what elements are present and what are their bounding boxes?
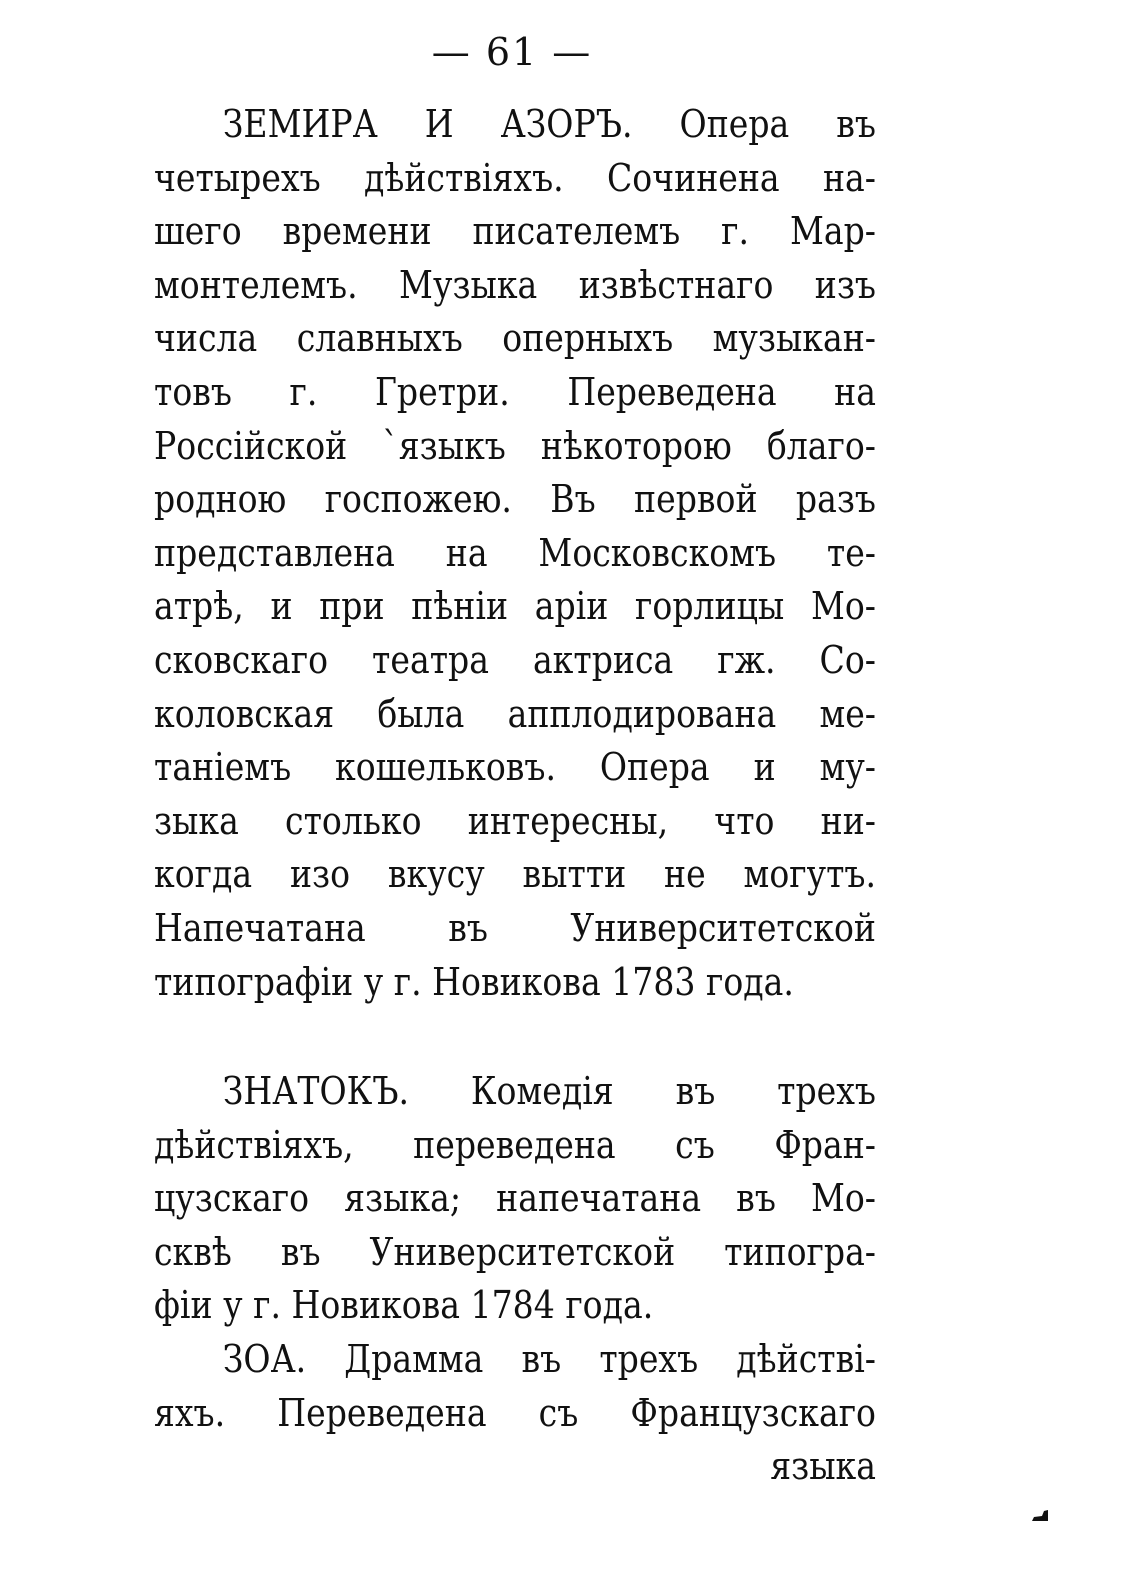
text-line: коловская была апплодирована ме- [154, 691, 876, 737]
text-line: Напечатана въ Университетской [154, 905, 876, 951]
text-line: товъ г. Гретри. Переведена на [154, 369, 876, 415]
paragraph-gap [154, 1009, 876, 1065]
text-line: родною госпожею. Въ первой разъ [154, 477, 876, 523]
text-line: сквѣ въ Университетской типогра- [154, 1229, 876, 1275]
text-line: таніемъ кошельковъ. Опера и му- [154, 745, 876, 791]
text-column [154, 98, 876, 1494]
text-line: шего времени писателемъ г. Мар- [154, 209, 876, 255]
text-line: числа славныхъ оперныхъ музыкан- [154, 316, 876, 362]
entry-znatok [154, 1065, 876, 1333]
entry-zemira-i-azor [154, 98, 876, 1009]
text-line: четырехъ дѣйствіяхъ. Сочинена на- [154, 155, 876, 201]
text-line: ЗОА. Драмма въ трехъ дѣйстві- [222, 1337, 876, 1383]
text-line: когда изо вкусу вытти не могутъ. [154, 852, 876, 898]
text-line: фіи у г. Новикова 1784 года. [154, 1283, 654, 1329]
text-line: Россійской `языкъ нѣкоторою благо- [154, 423, 876, 469]
text-line: зыка столько интересны, что ни- [154, 798, 876, 844]
ink-mark-icon [1030, 1508, 1050, 1522]
text-line: цузскаго языка; напечатана въ Мо- [154, 1176, 876, 1222]
text-line: типографіи у г. Новикова 1783 года. [154, 959, 794, 1005]
text-line: ЗНАТОКЪ. Комедія въ трехъ [222, 1069, 876, 1115]
text-line: ЗЕМИРА И АЗОРЪ. Опера въ [222, 102, 876, 147]
page-number: — 61 — [431, 30, 593, 74]
text-line: сковскаго театра актриса гж. Со- [154, 637, 876, 683]
text-line: атрѣ, и при пѣніи аріи горлицы Мо- [154, 584, 876, 630]
text-line: яхъ. Переведена съ Французскаго [154, 1390, 876, 1436]
text-line: дѣйствіяхъ, переведена съ Фран- [154, 1122, 876, 1168]
text-line: монтелемъ. Музыка извѣстнаго изъ [154, 262, 876, 308]
entry-zoa [154, 1333, 876, 1494]
text-line: представлена на Московскомъ те- [154, 530, 876, 576]
catchword: языка [770, 1444, 876, 1490]
